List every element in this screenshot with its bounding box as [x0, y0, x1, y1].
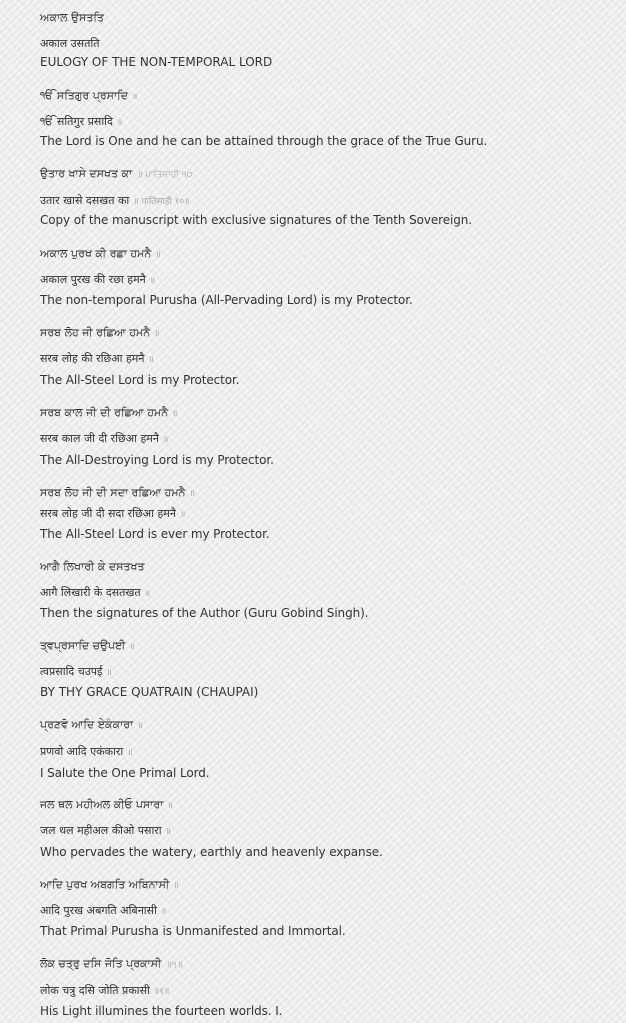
verse-mark: ॥	[160, 907, 167, 917]
verse-mark: ॥	[131, 92, 138, 102]
devanagari-text: अकाल उसतति	[40, 37, 100, 50]
verse-12-english: That Primal Purusha is Unmanifested and Immortal.	[40, 924, 346, 938]
gurmukhi-text: ਅਕਾਲ ਉਸਤਤਿ	[40, 11, 104, 24]
verse-mark: ॥१॥	[153, 987, 170, 997]
devanagari-text: लोक चत्रु दसि जोति प्रकासी	[40, 984, 150, 997]
verse-8-english: Then the signatures of the Author (Guru Gobind Singh).	[40, 606, 369, 620]
verse-3-english: Copy of the manuscript with exclusive signatures of the Tenth Sovereign.	[40, 213, 472, 227]
devanagari-text: आगै लिखारी के दसतखत	[40, 586, 141, 599]
verse-11-devanagari	[40, 822, 171, 841]
verse-mark: ॥	[155, 250, 161, 260]
gurmukhi-text: ਆਦਿ ਪੁਰਖ ਅਬਗਤਿ ਅਬਿਨਾਸੀ	[40, 878, 170, 891]
verse-mark: ॥	[106, 668, 112, 678]
devanagari-text: प्रणवो आदि एकंकारा	[40, 745, 124, 758]
verse-6-gurmukhi	[40, 404, 177, 423]
verse-mark: ॥	[149, 276, 156, 286]
verse-2-english: The Lord is One and he can be attained through the grace of the True Guru.	[40, 134, 488, 148]
gurmukhi-text: ਉਤਾਰ ਖਾਸੇ ਦਸਖਤ ਕਾ	[40, 167, 133, 180]
gurmukhi-text: ਆਗੈ ਲਿਖਾਰੀ ਕੇ ਦਸਤਖਤ	[40, 560, 145, 573]
verse-mark: ॥	[148, 355, 154, 365]
verse-mark: ॥	[129, 642, 135, 652]
gurmukhi-text: ਪ੍ਰਣਵੋ ਆਦਿ ਏਕੰਕਾਰਾ	[40, 718, 134, 731]
verse-mark: ॥	[162, 435, 169, 445]
verse-4-english: The non-temporal Purusha (All-Pervading Lord) is my Protector.	[40, 293, 413, 307]
gurmukhi-text: ਤ੍ਵਪ੍ਰਸਾਦਿ ਚਉਪਈ	[40, 639, 126, 652]
verse-10-english: I Salute the One Primal Lord.	[40, 766, 210, 780]
verse-mark: ॥ ਪਾਤਿਸਾਹੀ ੧੦	[136, 170, 193, 180]
devanagari-text: सरब काल जी दी रछिआ हमनै	[40, 432, 159, 445]
verse-mark: ॥	[180, 510, 186, 520]
verse-12-gurmukhi	[40, 876, 179, 895]
verse-mark: ॥	[173, 881, 179, 891]
verse-11-gurmukhi	[40, 796, 173, 815]
verse-5-english: The All-Steel Lord is my Protector.	[40, 373, 240, 387]
verse-5-gurmukhi	[40, 324, 160, 343]
verse-mark: ॥	[167, 801, 173, 811]
verse-7-gurmukhi	[40, 484, 195, 503]
verse-1-gurmukhi	[40, 9, 108, 28]
devanagari-text: आदि पुरख अबगति अबिनासी	[40, 904, 157, 917]
gurmukhi-text: ਸਰਬ ਲੋਹ ਜੀ ਦੀ ਸਦਾ ਰਛਿਆ ਹਮਨੈ	[40, 486, 186, 499]
verse-3-devanagari	[40, 192, 190, 211]
verse-11-english: Who pervades the watery, earthly and heavenly expanse.	[40, 845, 383, 859]
verse-6-english: The All-Destroying Lord is my Protector.	[40, 453, 274, 467]
verse-mark: ॥	[116, 118, 123, 128]
verse-13-devanagari	[40, 982, 169, 1001]
verse-2-devanagari	[40, 113, 122, 132]
verse-10-devanagari	[40, 743, 133, 762]
verse-3-gurmukhi	[40, 165, 193, 184]
verse-8-gurmukhi	[40, 558, 149, 577]
verse-13-gurmukhi	[40, 955, 182, 974]
devanagari-text: उतार खासे दसखत का	[40, 194, 130, 207]
devanagari-text: सरब लोह जी दी सदा रछिआ हमनै	[40, 507, 176, 520]
verse-8-devanagari	[40, 584, 150, 603]
verse-1-english: EULOGY OF THE NON-TEMPORAL LORD	[40, 55, 273, 69]
gurmukhi-text: ੴ ਸਤਿਗੁਰ ਪ੍ਰਸਾਦਿ	[40, 89, 128, 102]
devanagari-text: जल थल महीअल कीओ पसारा	[40, 824, 162, 837]
devanagari-text: ੴ सतिगुर प्रसादि	[40, 115, 113, 128]
devanagari-text: अकाल पुरख की रछा हमनै	[40, 273, 146, 286]
verse-9-devanagari	[40, 663, 112, 682]
verse-mark: ॥	[189, 489, 195, 499]
verse-mark: ॥	[154, 329, 160, 339]
verse-12-devanagari	[40, 902, 166, 921]
verse-7-devanagari	[40, 505, 185, 524]
verse-4-devanagari	[40, 271, 155, 290]
verse-mark: ॥੧॥	[165, 960, 183, 970]
verse-mark: ॥	[172, 409, 178, 419]
gurmukhi-text: ਸਰਬ ਲੋਹ ਜੀ ਰਛਿਆ ਹਮਨੈ	[40, 326, 151, 339]
verse-5-devanagari	[40, 350, 154, 369]
verse-mark: ॥ पातिसाही १०॥	[133, 197, 190, 207]
gurmukhi-text: ਜਲ ਥਲ ਮਹੀਅਲ ਕੀਓ ਪਸਾਰਾ	[40, 798, 164, 811]
verse-13-english: His Light illumines the fourteen worlds. I.	[40, 1004, 283, 1018]
verse-4-gurmukhi	[40, 245, 161, 264]
verse-10-gurmukhi	[40, 716, 143, 735]
verse-1-devanagari	[40, 35, 104, 54]
verse-mark: ॥	[127, 748, 133, 758]
verse-2-gurmukhi	[40, 87, 137, 106]
verse-9-english: BY THY GRACE QUATRAIN (CHAUPAI)	[40, 685, 259, 699]
verse-mark: ॥	[144, 589, 151, 599]
gurmukhi-text: ਅਕਾਲ ਪੁਰਖ ਕੀ ਰਛਾ ਹਮਨੈ	[40, 247, 152, 260]
gurmukhi-text: ਸਰਬ ਕਾਲ ਜੀ ਦੀ ਰਛਿਆ ਹਮਨੈ	[40, 406, 169, 419]
verse-mark: ॥	[165, 827, 172, 837]
verse-6-devanagari	[40, 430, 168, 449]
devanagari-text: त्वप्रसादि चउपई	[40, 665, 103, 678]
devanagari-text: सरब लोह की रछिआ हमनै	[40, 352, 145, 365]
verse-9-gurmukhi	[40, 637, 135, 656]
verse-mark: ॥	[137, 721, 143, 731]
verse-7-english: The All-Steel Lord is ever my Protector.	[40, 527, 270, 541]
gurmukhi-text: ਲੋਕ ਚਤ੍ਰੁ ਦਸਿ ਜੋਤਿ ਪ੍ਰਕਾਸੀ	[40, 957, 162, 970]
